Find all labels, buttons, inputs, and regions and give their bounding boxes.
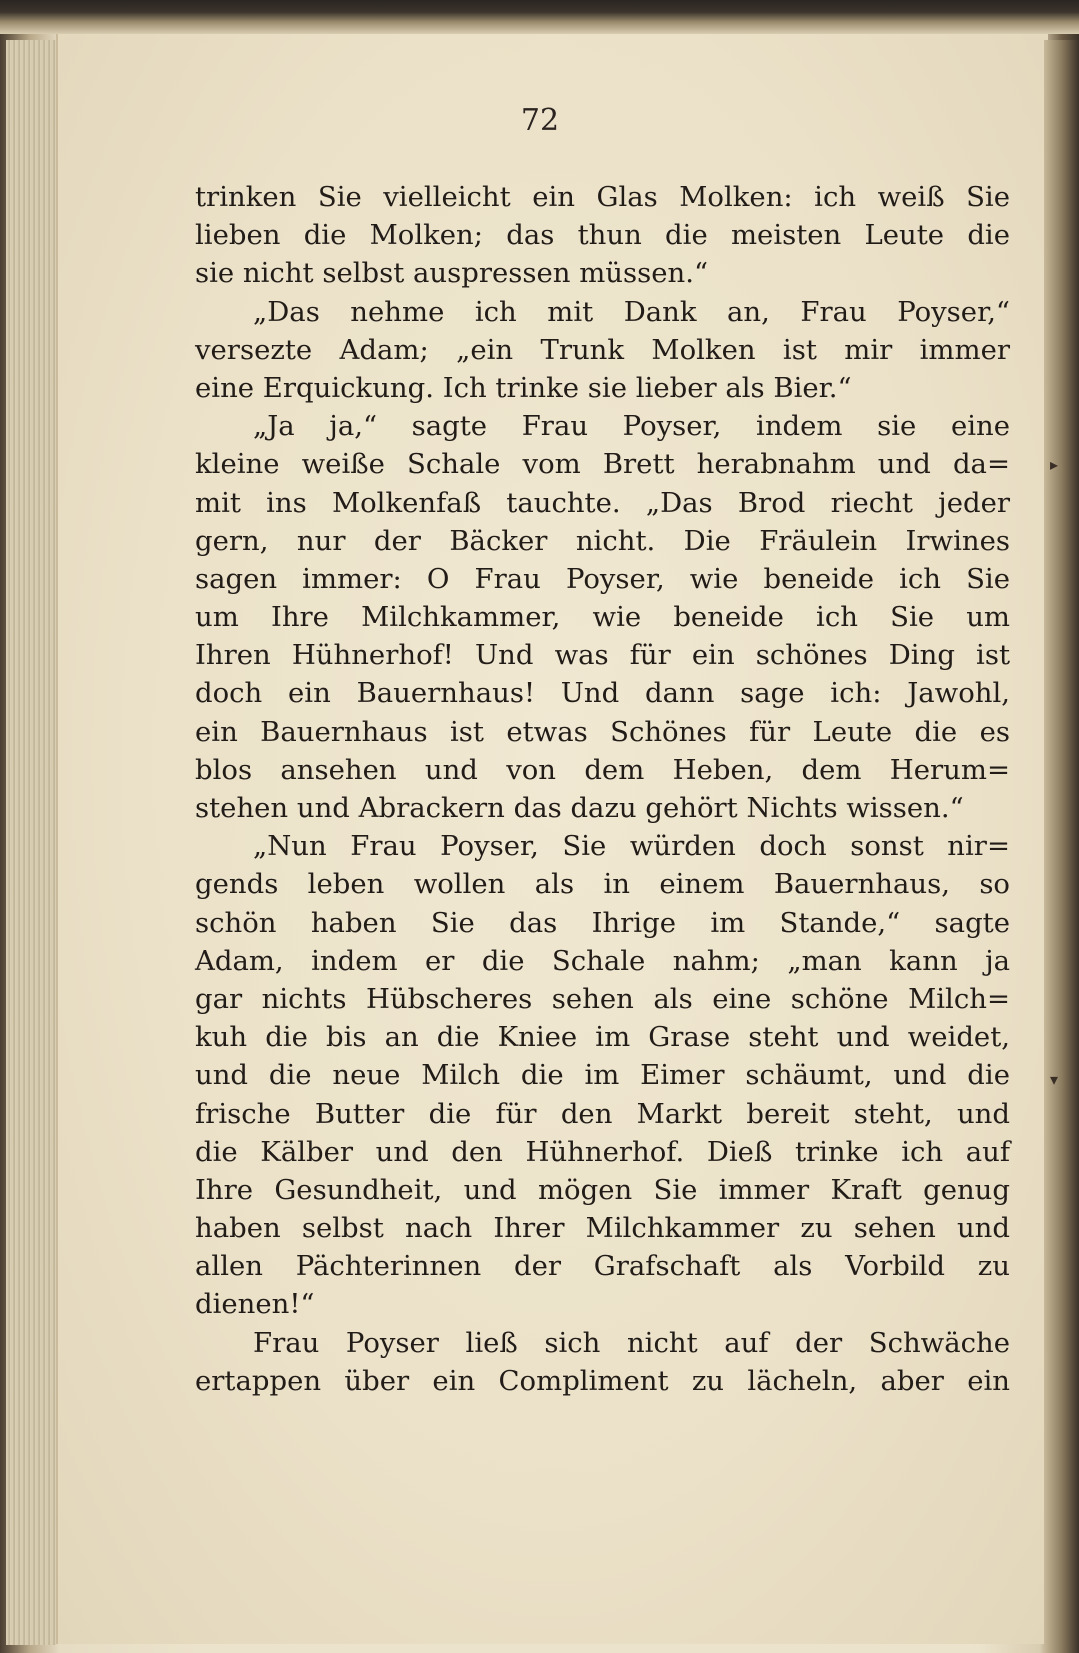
text-line: „Ja ja,“ sagte Frau Poyser, indem sie eine	[253, 410, 1010, 443]
margin-arrow-icon: ▸	[1050, 455, 1059, 474]
text-line: sagen immer: O Frau Poyser, wie beneide ich Sie	[195, 562, 1010, 595]
text-line: Adam, indem er die Schale nahm; „man kann ja	[195, 944, 1010, 977]
text-line: trinken Sie vielleicht ein Glas Molken: ich weiß Sie	[195, 181, 1010, 213]
text-line: doch ein Bauernhaus! Und dann sage ich: Jawohl,	[195, 677, 1010, 710]
text-line: allen Pächterinnen der Grafschaft als Vorbild zu	[195, 1250, 1010, 1283]
text-line: gar nichts Hübscheres sehen als eine schöne Milch=	[195, 982, 1010, 1015]
text-line: gern, nur der Bäcker nicht. Die Fräulein Irwines	[195, 524, 1010, 557]
text-line: lieben die Molken; das thun die meisten Leute die	[195, 219, 1010, 252]
text-line: haben selbst nach Ihrer Milchkammer zu sehen und	[195, 1212, 1010, 1245]
text-line: Ihre Gesundheit, und mögen Sie immer Kraft genug	[195, 1173, 1010, 1206]
page-stack-edges	[6, 40, 56, 1645]
book-top-edge	[0, 0, 1079, 34]
text-line: frische Butter die für den Markt bereit steht, und	[195, 1097, 1010, 1130]
text-line: die Kälber und den Hühnerhof. Dieß trinke ich auf	[195, 1135, 1010, 1168]
page-number: 72	[520, 103, 560, 138]
body-text	[195, 178, 1010, 1400]
text-line: gends leben wollen als in einem Bauernhaus, so	[195, 868, 1010, 901]
text-line: sie nicht selbst auspressen müssen.“	[195, 257, 709, 290]
text-line: dienen!“	[195, 1288, 315, 1321]
text-line: versezte Adam; „ein Trunk Molken ist mir immer	[195, 333, 1010, 366]
text-line: „Das nehme ich mit Dank an, Frau Poyser,“	[253, 295, 1010, 328]
text-line: um Ihre Milchkammer, wie beneide ich Sie um	[195, 601, 1010, 634]
text-line: ein Bauernhaus ist etwas Schönes für Leute die es	[195, 715, 1010, 748]
text-line: mit ins Molkenfaß tauchte. „Das Brod riecht jeder	[195, 486, 1010, 519]
text-line: kuh die bis an die Kniee im Grase steht und weidet,	[195, 1021, 1010, 1054]
text-line: schön haben Sie das Ihrige im Stande,“ sagte	[195, 906, 1010, 939]
text-line: blos ansehen und von dem Heben, dem Herum=	[195, 753, 1010, 786]
text-line: stehen und Abrackern das dazu gehört Nichts wissen.“	[195, 792, 964, 824]
text-line: Ihren Hühnerhof! Und was für ein schönes Ding ist	[195, 639, 1010, 672]
text-line: ertappen über ein Compliment zu lächeln, aber ein	[195, 1364, 1010, 1397]
text-line: Frau Poyser ließ sich nicht auf der Schwäche	[253, 1326, 1010, 1359]
text-line: eine Erquickung. Ich trinke sie lieber als Bier.“	[195, 371, 852, 404]
text-line: „Nun Frau Poyser, Sie würden doch sonst nir=	[253, 830, 1010, 863]
text-line: und die neue Milch die im Eimer schäumt, und die	[195, 1059, 1010, 1092]
book-right-edge	[1044, 40, 1079, 1653]
text-line: kleine weiße Schale vom Brett herabnahm und da=	[195, 448, 1010, 481]
margin-arrow-icon: ▾	[1050, 1070, 1059, 1089]
